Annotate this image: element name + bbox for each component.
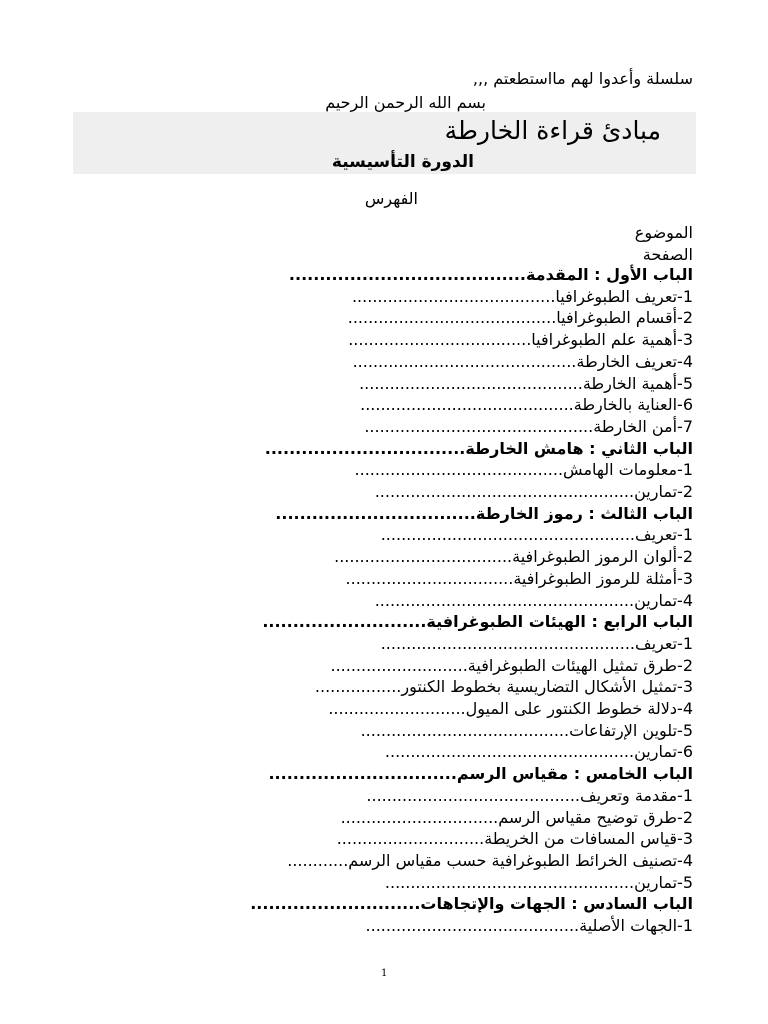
- toc-entry: 5-أهمية الخارطة............................................: [359, 373, 693, 393]
- toc-entry: 1-تعريف..................................................: [380, 525, 693, 545]
- toc-entry: 1-الجهات الأصلية..........................................: [365, 916, 693, 935]
- column-header-page: الصفحة: [642, 245, 693, 264]
- toc-entry: 3-أهمية علم الطبوغرافيا....................................: [348, 330, 693, 350]
- toc-entry: 2-أقسام الطبوغرافيا.........................................: [347, 308, 693, 328]
- toc-entry: 2-طرق تمثيل الهيئات الطبوغرافية...........................: [330, 655, 693, 675]
- toc-entry: 2-طرق توضيح مقياس الرسم...............................: [340, 807, 693, 827]
- page-title: مبادئ قراءة الخارطة: [444, 116, 661, 145]
- toc-entry: 2-تمارين...................................................: [374, 482, 693, 501]
- column-header-topic: الموضوع: [634, 223, 693, 242]
- toc-chapter-heading: الباب الأول : المقدمة.......................................: [288, 265, 693, 284]
- series-line: سلسلة وأعدوا لهم مااستطعتم ,,,: [472, 69, 693, 88]
- toc-entry: 2-ألوان الرموز الطبوغرافية...................................: [334, 547, 693, 567]
- toc-entry: 5-تلوين الإرتفاعات.........................................: [360, 720, 693, 740]
- toc-entry: 1-معلومات الهامش.........................................: [354, 460, 693, 480]
- toc-chapter-heading: الباب السادس : الجهات والإتجاهات............................: [250, 894, 693, 914]
- toc-entry: 3-أمثلة للرموز الطبوغرافية.................................: [345, 568, 693, 588]
- toc-chapter-heading: الباب الثاني : هامش الخارطة.................................: [264, 438, 693, 458]
- toc-entry: 1-مقدمة وتعريف..........................................: [366, 785, 693, 805]
- toc-entry: 4-تعريف الخارطة............................................: [352, 351, 693, 371]
- course-subtitle: الدورة التأسيسية: [331, 152, 474, 172]
- toc-chapter-heading: الباب الرابع : الهيئات الطبوغرافية...........................: [262, 612, 693, 632]
- toc-entry: 6-العناية بالخارطة..........................................: [360, 395, 693, 415]
- basmala: بسم الله الرحمن الرحيم: [325, 93, 486, 112]
- toc-entry: 4-تصنيف الخرائط الطبوغرافية حسب مقياس الرسم............: [287, 850, 693, 870]
- toc-chapter-heading: الباب الثالث : رموز الخارطة.................................: [275, 503, 693, 523]
- toc-entry: 7-أمن الخارطة.............................................: [364, 416, 693, 436]
- toc-entry: 3-قياس المسافات من الخريطة.............................: [336, 829, 693, 849]
- page-number: 1: [381, 968, 388, 979]
- toc-chapter-heading: الباب الخامس : مقياس الرسم...............................: [268, 764, 693, 784]
- index-heading: الفهرس: [364, 189, 418, 208]
- toc-entry: 5-تمارين.................................................: [384, 872, 693, 892]
- toc-entry: 6-تمارين.................................................: [384, 742, 693, 762]
- toc-entry: 4-تمارين...................................................: [374, 590, 693, 610]
- toc-entry: 1-تعريف..................................................: [380, 633, 693, 653]
- toc-entry: 1-تعريف الطبوغرافيا........................................: [351, 286, 693, 306]
- toc-entry: 3-تمثيل الأشكال التضاريسية بخطوط الكنتور.................: [314, 677, 693, 697]
- toc-entry: 4-دلالة خطوط الكنتور على الميول...........................: [328, 699, 693, 718]
